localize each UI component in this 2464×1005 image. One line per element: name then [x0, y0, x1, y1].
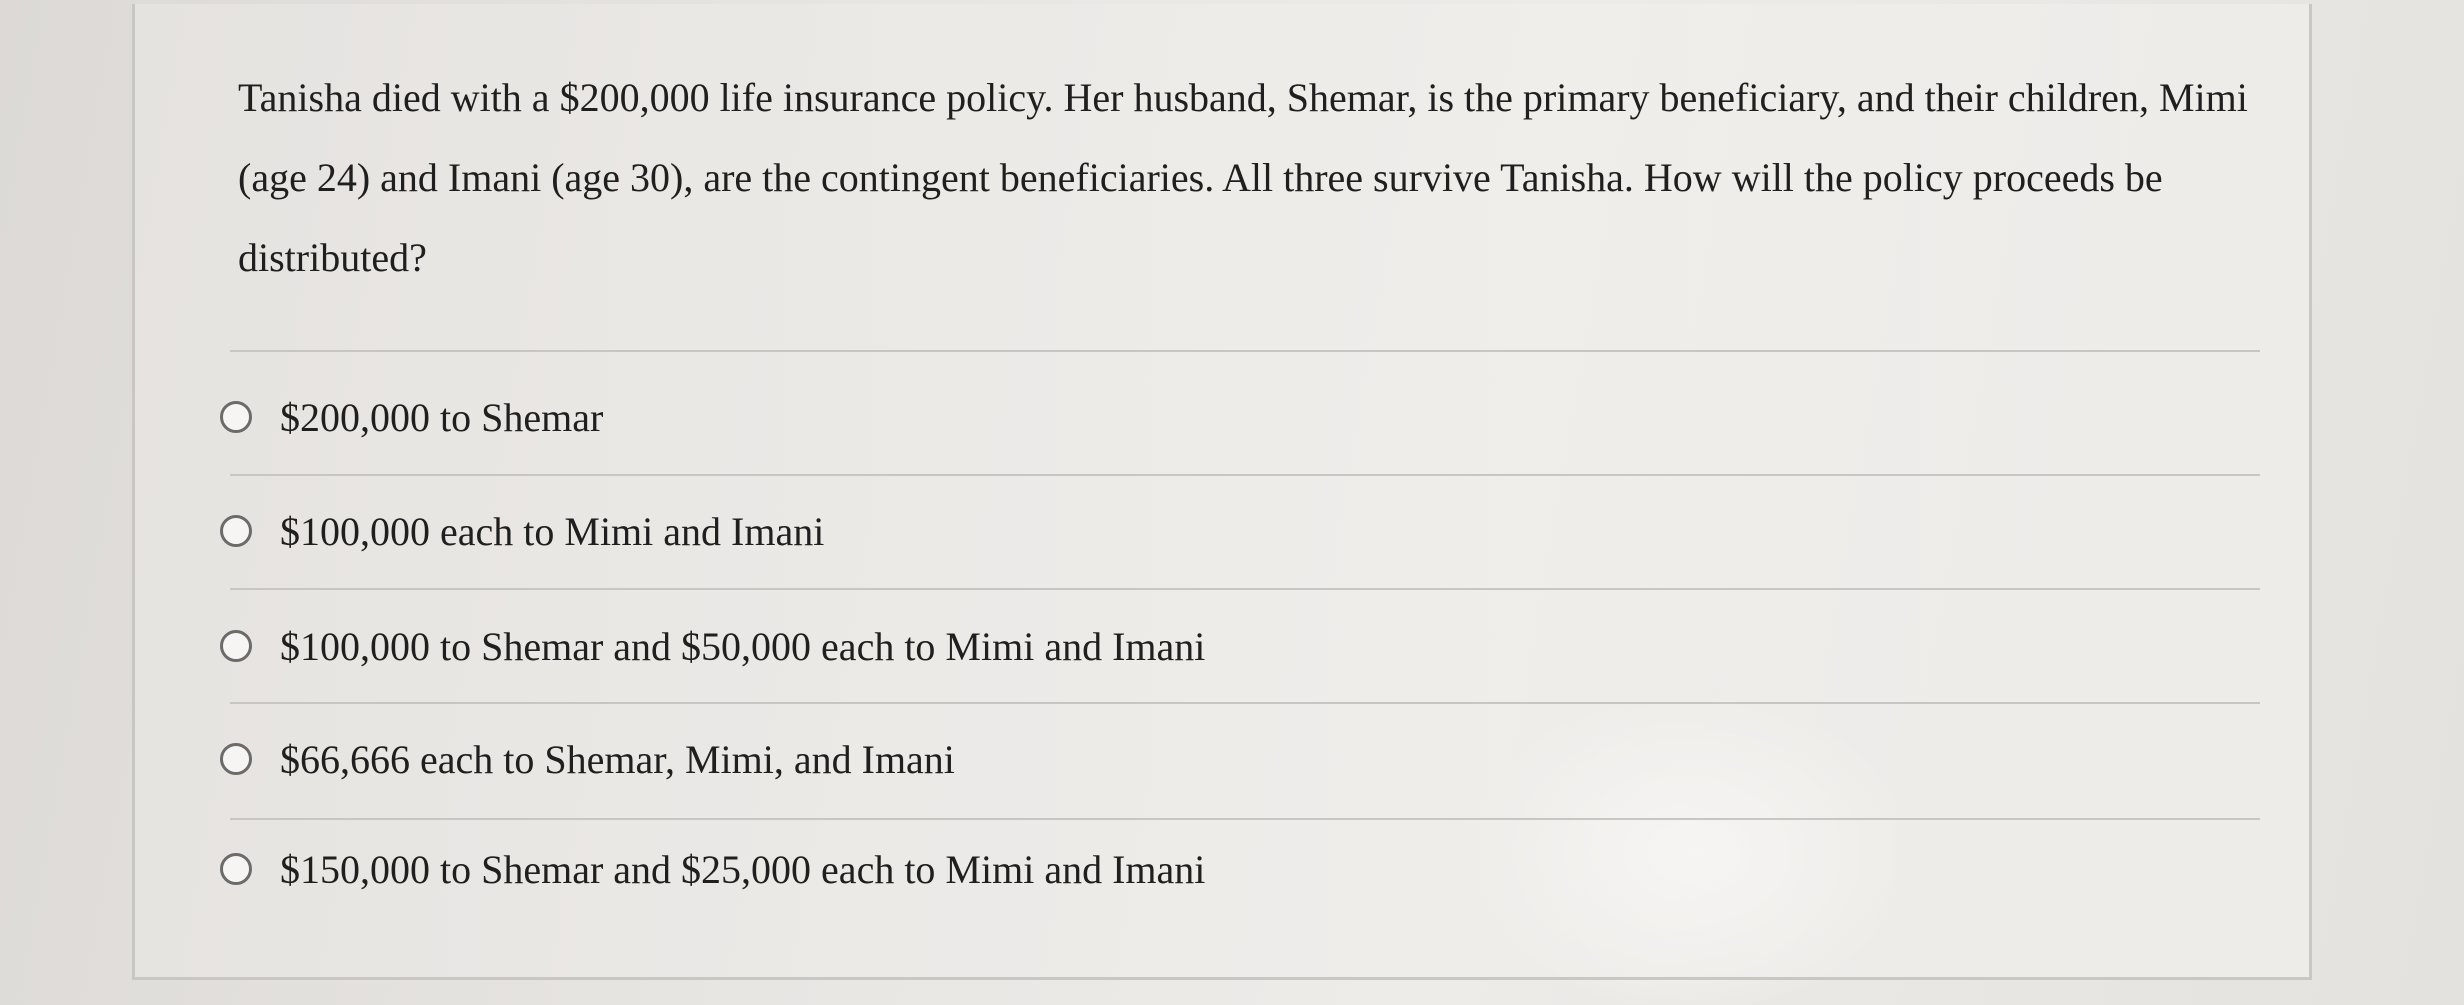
answer-option-2[interactable] [220, 496, 2020, 566]
radio-button[interactable] [220, 853, 252, 885]
answer-option-4[interactable] [220, 724, 2020, 794]
answer-option-3[interactable] [220, 611, 2020, 681]
answer-option-label: $100,000 to Shemar and $50,000 each to Mimi and Imani [280, 623, 1206, 669]
divider [230, 818, 2260, 820]
divider [230, 702, 2260, 704]
divider [230, 474, 2260, 476]
radio-button[interactable] [220, 401, 252, 433]
answer-option-label: $100,000 each to Mimi and Imani [280, 508, 825, 554]
radio-button[interactable] [220, 515, 252, 547]
radio-button[interactable] [220, 743, 252, 775]
question-text: Tanisha died with a $200,000 life insurance policy. Her husband, Shemar, is the primary beneficiary, and their children, Mimi (age 24) and Imani (age 30), are the contingent beneficiaries. All three survive Tanisha. How will the policy proceeds be distributed? [238, 75, 2248, 280]
answer-option-label: $66,666 each to Shemar, Mimi, and Imani [280, 736, 955, 782]
divider [230, 350, 2260, 352]
divider [230, 588, 2260, 590]
answer-option-5[interactable] [220, 834, 2020, 904]
answer-option-1[interactable] [220, 382, 2020, 452]
radio-button[interactable] [220, 630, 252, 662]
answer-option-label: $150,000 to Shemar and $25,000 each to Mimi and Imani [280, 846, 1206, 892]
answer-option-label: $200,000 to Shemar [280, 394, 604, 440]
